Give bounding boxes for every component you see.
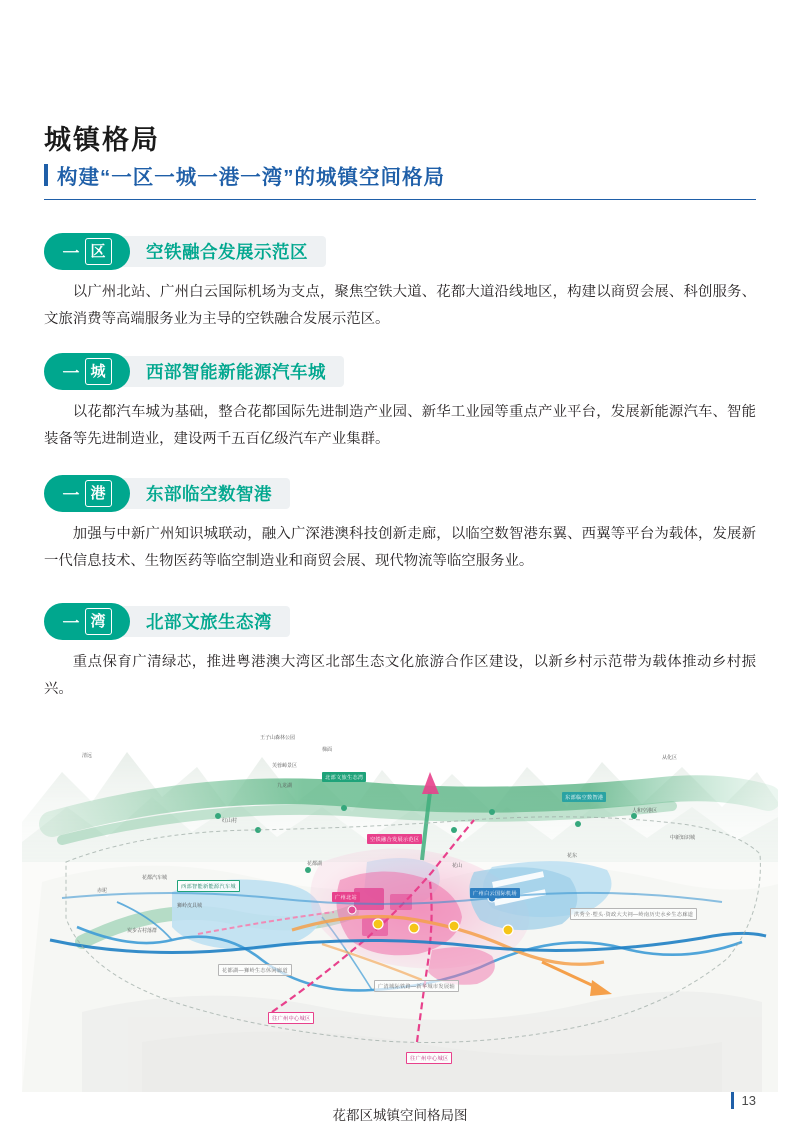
map-label-demo-zone: 空铁融合发展示范区 [367,834,422,844]
map-label-water-corridor: 洪秀全·塱头·资政大夫祠—岭南历史水乡生态廊道 [570,908,697,920]
block-2-label: 西部智能新能源汽车城 [120,356,344,387]
map-label-huadu-lake-corridor: 花都湖—狮岭生态休闲廊道 [218,964,292,976]
map-dot-label-1: 王子山森林公园 [260,735,296,741]
content-block-1 [44,232,756,347]
map-label-to-center-2: 往广州中心城区 [406,1052,452,1064]
block-4-badge-row [44,602,756,640]
map-dot-label-15: 从化区 [662,755,678,761]
block-3-oval-badge [44,475,130,512]
map-label-east-port: 东部临空数智港 [562,792,606,802]
block-4-paragraph: 重点保育广清绿芯，推进粤港澳大湾区北部生态文化旅游合作区建设，以新乡村示范带为载体推动乡村振兴。 [44,654,756,697]
map-dot-label-2: 芙蓉嶂景区 [272,763,298,769]
block-1-label: 空铁融合发展示范区 [120,236,326,267]
figure-caption: 花都区城镇空间格局图 [332,1108,468,1123]
map-illustration [22,712,778,1092]
block-1-oval-badge [44,233,130,270]
block-4-label: 北部文旅生态湾 [120,606,290,637]
map-dot-label-11: 花山 [452,863,463,869]
block-3-paragraph: 加强与中新广州知识城联动，融入广深港澳科技创新走廊，以临空数智港东翼、西翼等平台为载体，发展新一代信息技术、生物医药等临空制造业和商贸会展、现代物流等临空服务业。 [44,526,756,569]
block-1-number: 一 [62,243,80,263]
map-dot-label-14: 中新知识城 [670,835,696,841]
block-4-unit: 湾 [85,608,112,635]
section-heading-text: 构建“一区一城一港一湾”的城镇空间格局 [57,166,445,189]
map-dot-label-16: 清远 [82,753,93,759]
content-block-3 [44,474,756,589]
map-label-north-eco: 北部文旅生态湾 [322,772,366,782]
map-dot-label-4: 红山村 [222,818,238,824]
block-3-badge-row [44,474,756,512]
block-3-unit: 港 [85,480,112,507]
block-3-pill [44,475,130,512]
block-2-paragraph: 以花都汽车城为基础，整合花都国际先进制造产业园、新华工业园等重点产业平台，发展新能源汽车、智能装备等先进制造业，建设两千五百亿级汽车产业集群。 [44,404,756,447]
map-label-west-auto-city: 西部智能新能源汽车城 [177,880,240,892]
block-3-label: 东部临空数智港 [120,478,290,509]
block-2-pill [44,353,130,390]
content-block-2 [44,352,756,467]
map-label-intercity-axis: 广清城际铁路—新华城市发展轴 [374,980,459,992]
map-dot-label-13: 人和空港区 [632,808,658,814]
content-block-4 [44,602,756,717]
block-4-oval-badge [44,603,130,640]
block-4-number: 一 [62,613,80,633]
map-canvas [22,712,778,1092]
map-label-baiyun-airport: 广州白云国际机场 [470,888,520,898]
block-2-oval-badge [44,353,130,390]
map-dot-label-8: 炭步古村落群 [127,928,158,934]
map-label-north-station: 广州北站 [332,892,360,902]
block-2-number: 一 [62,363,80,383]
map-dot-label-6: 狮岭皮具城 [177,903,203,909]
section-heading [44,160,756,200]
block-1-unit: 区 [85,238,112,265]
map-dot-label-5: 花都湖 [307,861,323,867]
map-dot-label-9: 赤坭 [97,888,108,894]
block-2-badge-row [44,352,756,390]
block-1-badge-row [44,232,756,270]
footer-bar-icon [731,1092,734,1109]
page-number: 13 [741,1093,756,1108]
map-dot-label-3: 九龙湖 [277,783,293,789]
block-2-unit: 城 [85,358,112,385]
block-1-paragraph: 以广州北站、广州白云国际机场为支点，聚焦空铁大道、花都大道沿线地区，构建以商贸会展、科创服务、文旅消费等高端服务业为主导的空铁融合发展示范区。 [44,284,756,327]
map-dot-label-7: 花都汽车城 [142,875,168,881]
section-tick-icon [44,164,48,186]
page-footer [731,1092,756,1109]
page-title: 城镇格局 [44,125,160,156]
map-dot-label-10: 梯面 [322,747,333,753]
map-label-to-center-1: 往广州中心城区 [268,1012,314,1024]
map-dot-label-12: 花东 [567,853,578,859]
block-1-pill [44,233,130,270]
block-4-pill [44,603,130,640]
block-3-number: 一 [62,485,80,505]
